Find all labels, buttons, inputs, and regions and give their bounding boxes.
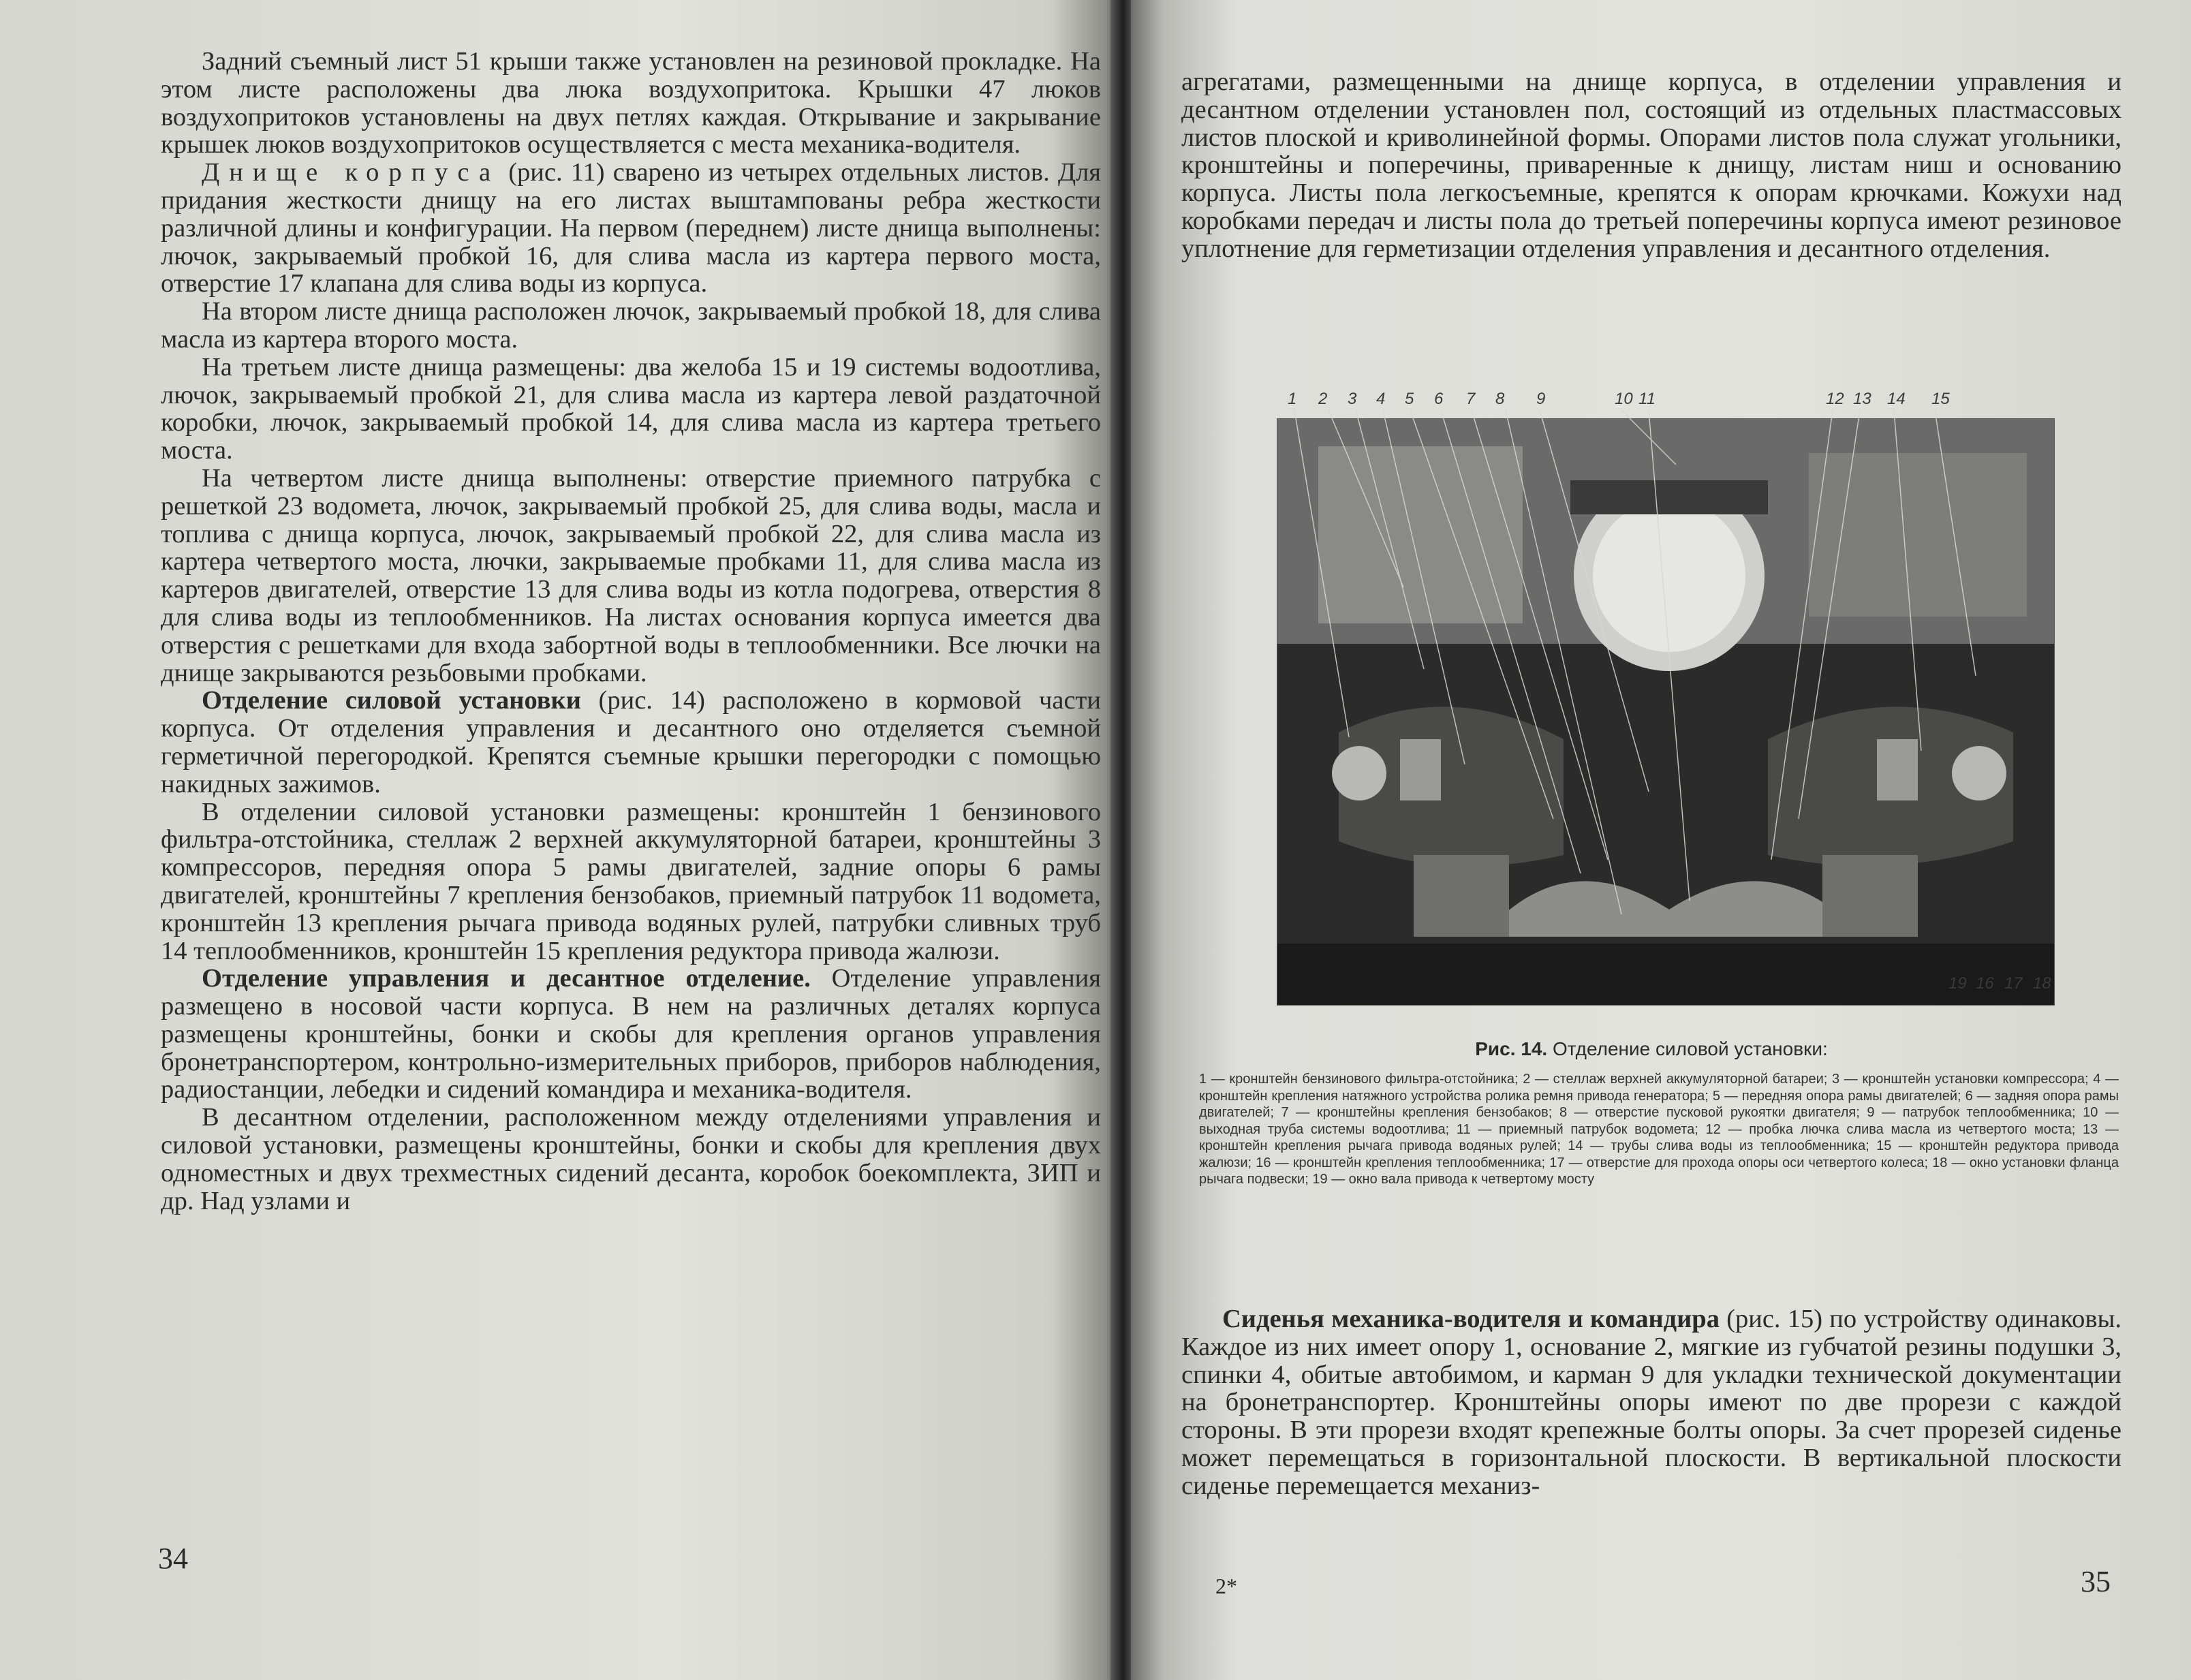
callout-label: 17 xyxy=(2004,974,2023,993)
callout-label: 14 xyxy=(1887,390,1906,408)
figure-callouts-top xyxy=(1288,390,2037,410)
right-page-top-text xyxy=(1181,68,2122,263)
paragraph: В отделении силовой установки размещены: кронштейн 1 бензинового фильтра-отстойника, стеллаж 2 верхней аккумуляторной батареи, кронштейны 3 компрессоров, передняя опора 5 рамы двигателей, задние опоры 6 рамы двигателей, кронштейны 7 крепления бензобаков, приемный патрубок 11 водомета, кронштейн 13 крепления рычага привода водяных рулей, патрубки сливных труб 14 теплообменников, кронштейн 15 крепления редуктора привода жалюзи. xyxy=(161,797,1101,965)
callout-label: 13 xyxy=(1853,390,1871,408)
section-heading: Отделение силовой установки xyxy=(202,686,581,715)
paragraph: агрегатами, размещенными на днище корпуса, в отделении управления и десантном отделении установлен пол, состоящий из отдельных пластмассовых листов плоской и криволинейной формы. Опорами листов пола служат угольники, кронштейны и поперечины, приваренные к днищу, листам ниш и основанию корпуса. Листы пола легкосъемные, крепятся к опорам крючками. Кожухи над коробками передач и листы пола до третьей поперечины корпуса имеют резиновое уплотнение для герметизации отделения управления и десантного отделения. xyxy=(1181,67,2122,263)
figure-label: Рис. 14. xyxy=(1475,1038,1548,1059)
page-number: 35 xyxy=(2081,1565,2111,1598)
callout-label: 5 xyxy=(1405,390,1414,408)
paragraph-body: Отделение управления размещено в носовой части корпуса. В нем на различных деталях корпуса размещены кронштейны, бонки и скобы для крепления органов управления бронетранспортером, контрольно-измерительных приборов, приборов наблюдения, радиостанции, лебедки и сидений командира и механика-водителя. xyxy=(161,964,1101,1104)
figure-callouts-bottom xyxy=(1948,974,2057,995)
paragraph: На четвертом листе днища выполнены: отверстие приемного патрубка с решеткой 23 водомета, лючок, закрываемый пробкой 25, для слива воды, масла и топлива с днища корпуса, лючок, закрываемый пробкой 22, для слива масла из картера четвертого моста, лючки, закрываемые пробками 11, для слива масла из картеров двигателей, отверстие 13 для слива воды из котла подогрева, отверстия 8 для слива воды из теплообменников. На листах основания корпуса имеется два отверстия с решетками для входа забортной воды в теплообменники. Все лючки на днище закрываются резьбовыми пробками. xyxy=(161,463,1101,687)
callout-label: 3 xyxy=(1348,390,1357,408)
callout-label: 18 xyxy=(2033,974,2051,993)
figure-14 xyxy=(1267,383,2062,1004)
section-heading: Днище корпуса xyxy=(202,158,501,187)
callout-label: 16 xyxy=(1976,974,1994,993)
callout-label: 12 xyxy=(1826,390,1844,408)
section-heading: Сиденья механика-водителя и командира xyxy=(1222,1305,1720,1333)
callout-label: 4 xyxy=(1376,390,1386,408)
paragraph-body: (рис. 15) по устройству одинаковы. Каждое из них имеет опору 1, основание 2, мягкие из губчатой резины подушки 3, спинки 4, обитые автобимом, и карман 9 для укладки технической документации на бронетранспортер. Кронштейны опоры имеют по две прорези с каждой стороны. В эти прорези входят крепежные болты опоры. За счет прорезей сиденье может перемещаться в горизонтальной плоскости. В вертикальной плоскости сиденье перемещается механиз- xyxy=(1181,1305,2122,1500)
callout-label: 7 xyxy=(1466,390,1476,408)
right-page-bottom-text xyxy=(1181,1305,2122,1500)
page-number: 34 xyxy=(158,1542,188,1575)
paragraph: На втором листе днища расположен лючок, закрываемый пробкой 18, для слива масла из картера второго моста. xyxy=(161,297,1101,354)
callout-label: 19 xyxy=(1948,974,1967,993)
signature-mark: 2* xyxy=(1215,1574,1237,1598)
left-page-text xyxy=(161,48,1101,1215)
callout-label: 15 xyxy=(1931,390,1950,408)
leader-lines xyxy=(1267,383,2062,1004)
paragraph: В десантном отделении, расположенном между отделениями управления и силовой установки, размещены кронштейны, бонки и скобы для крепления двух одноместных и двух трехместных сидений десанта, коробок боекомплекта, ЗИП и др. Над узлами и xyxy=(161,1103,1101,1215)
paragraph xyxy=(161,159,1101,298)
paragraph: На третьем листе днища размещены: два желоба 15 и 19 системы водоотлива, лючок, закрываемый пробкой 21, для слива масла из картера левой раздаточной коробки, лючок, закрываемый пробкой 14, для слива масла из картера третьего моста. xyxy=(161,352,1101,465)
paragraph: Задний съемный лист 51 крыши также установлен на резиновой прокладке. На этом листе расположены два люка воздухопритока. Крышки 47 люков воздухопритоков установлены на двух петлях каждая. Открывание и закрывание крышек люков воздухопритоков осуществляется с места механика-водителя. xyxy=(161,47,1101,159)
section-heading: Отделение управления и десантное отделение. xyxy=(202,964,811,993)
paragraph xyxy=(1181,1305,2122,1500)
callout-label: 1 xyxy=(1288,390,1297,408)
figure-caption xyxy=(1181,1038,2122,1060)
callout-label: 8 xyxy=(1495,390,1505,408)
figure-title: Отделение силовой установки: xyxy=(1547,1038,1828,1059)
figure-legend: 1 — кронштейн бензинового фильтра-отстойника; 2 — стеллаж верхней аккумуляторной батареи; 3 — кронштейн установки компрессора; 4 — кронштейн крепления натяжного устройства ролика ремня привода генератора; 5 — передняя опора рамы двигателей; 6 — задняя опора рамы двигателей; 7 — кронштейны крепления бензобаков; 8 — отверстие пусковой рукоятки двигателя; 9 — патрубок теплообменника; 10 — выходная труба системы водоотлива; 11 — приемный патрубок водомета; 12 — пробка лючка слива масла из четвертого моста; 13 — кронштейн крепления рычага привода водяных рулей; 14 — трубы слива воды из теплообменника; 15 — кронштейн редуктора привода жалюзи; 16 — кронштейн крепления теплообменника; 17 — отверстие для прохода опоры оси четвертого колеса; 18 — окно установки фланца рычага подвески; 19 — окно вала привода к четвертому мосту xyxy=(1199,1072,2119,1187)
paragraph-body: (рис. 11) сварено из четырех отдельных листов. Для придания жесткости днищу на его листах выштампованы ребра жесткости различной длины и конфигурации. На первом (переднем) листе днища выполнены: лючок, закрываемый пробкой 16, для слива масла из картера первого моста, отверстие 17 клапана для слива воды из корпуса. xyxy=(161,158,1102,298)
paragraph xyxy=(161,965,1101,1104)
paragraph xyxy=(161,687,1101,798)
callout-label: 11 xyxy=(1638,390,1656,408)
callout-label: 2 xyxy=(1318,390,1328,408)
callout-label: 9 xyxy=(1536,390,1546,408)
callout-label: 6 xyxy=(1434,390,1444,408)
paragraph-body: (рис. 14) расположено в кормовой части корпуса. От отделения управления и десантного оно отделяется съемной герметичной перегородкой. Крепятся съемные крышки перегородки с помощью накидных зажимов. xyxy=(161,686,1101,798)
callout-label: 10 xyxy=(1615,390,1633,408)
